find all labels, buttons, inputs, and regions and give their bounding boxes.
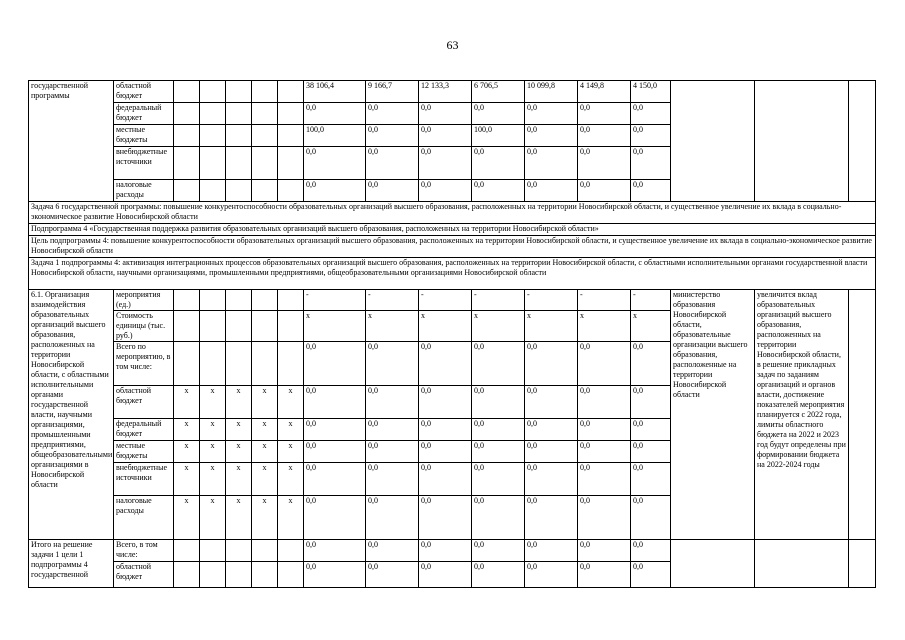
- value-cell: 0,0: [631, 463, 671, 496]
- empty-cell: [849, 540, 876, 588]
- value-cell: 0,0: [578, 441, 631, 463]
- code-cell: [252, 290, 278, 311]
- code-cell: [226, 290, 252, 311]
- code-cell: x: [252, 496, 278, 540]
- empty-cell: [849, 81, 876, 202]
- value-cell: 4 149,8: [578, 81, 631, 103]
- value-cell: 0,0: [419, 386, 472, 419]
- code-cell: [278, 562, 304, 588]
- section-heading: Цель подпрограммы 4: повышение конкурентоспособности образовательных организаций высшего образования, расположенных на территории Новосибирской области, и существенное увеличение их вклада в социально-экономическое развитие Новосибирской области: [29, 236, 876, 258]
- value-cell: 0,0: [304, 103, 366, 125]
- value-cell: 0,0: [578, 147, 631, 180]
- table-row: [29, 224, 876, 236]
- value-cell: -: [472, 290, 525, 311]
- value-cell: x: [525, 311, 578, 342]
- code-cell: [252, 540, 278, 562]
- value-cell: 0,0: [525, 342, 578, 386]
- value-cell: 38 106,4: [304, 81, 366, 103]
- result-cell: увеличится вклад образовательных организаций высшего образования, расположенных на территории Новосибирской области, в решение прикладных задач по заданиям организаций и органов власти, достижение показателей мероприятия планируется с 2022 года, лимиты областного бюджета на 2022 и 2023 год будут определены при формировании бюджета на 2022-2024 годы: [755, 290, 849, 540]
- source-label: областной бюджет: [114, 81, 174, 103]
- source-label: налоговые расходы: [114, 496, 174, 540]
- empty-cell: [849, 290, 876, 540]
- value-cell: 0,0: [525, 562, 578, 588]
- value-cell: 0,0: [578, 342, 631, 386]
- code-cell: [278, 290, 304, 311]
- code-cell: [278, 540, 304, 562]
- value-cell: 0,0: [525, 386, 578, 419]
- value-cell: 0,0: [419, 125, 472, 147]
- code-cell: x: [200, 386, 226, 419]
- value-cell: 0,0: [525, 419, 578, 441]
- source-label: внебюджетные источники: [114, 463, 174, 496]
- value-cell: 0,0: [419, 441, 472, 463]
- value-cell: 0,0: [525, 496, 578, 540]
- code-cell: [174, 103, 200, 125]
- value-cell: 0,0: [366, 147, 419, 180]
- value-cell: 100,0: [304, 125, 366, 147]
- code-cell: [226, 81, 252, 103]
- code-cell: x: [278, 441, 304, 463]
- value-cell: -: [525, 290, 578, 311]
- code-cell: x: [252, 441, 278, 463]
- value-cell: 0,0: [366, 103, 419, 125]
- value-cell: 0,0: [366, 125, 419, 147]
- code-cell: [200, 562, 226, 588]
- value-cell: 0,0: [366, 386, 419, 419]
- code-cell: [226, 125, 252, 147]
- code-cell: x: [226, 386, 252, 419]
- value-cell: 0,0: [304, 419, 366, 441]
- value-cell: x: [304, 311, 366, 342]
- value-cell: 0,0: [578, 419, 631, 441]
- value-cell: 0,0: [419, 540, 472, 562]
- table-row: [29, 236, 876, 258]
- value-cell: 0,0: [631, 562, 671, 588]
- value-cell: 0,0: [472, 496, 525, 540]
- value-cell: 0,0: [525, 125, 578, 147]
- source-label: местные бюджеты: [114, 441, 174, 463]
- value-cell: 0,0: [631, 125, 671, 147]
- code-cell: x: [278, 419, 304, 441]
- code-cell: x: [174, 386, 200, 419]
- executor-cell: министерство образования Новосибирской области, образовательные организации высшего образования, расположенные на территории Новосибирской области: [671, 290, 755, 540]
- value-cell: 0,0: [304, 342, 366, 386]
- section-heading: Подпрограмма 4 «Государственная поддержка развития образовательных организаций высшего образования, расположенных на территории Новосибирской области»: [29, 224, 876, 236]
- source-label: Всего, в том числе:: [114, 540, 174, 562]
- section-heading: Задача 6 государственной программы: повышение конкурентоспособности образовательных организаций высшего образования, расположенных на территории Новосибирской области, и существенное увеличение их вклада в социально-экономическое развитие Новосибирской области: [29, 202, 876, 224]
- code-cell: x: [278, 496, 304, 540]
- code-cell: [200, 147, 226, 180]
- program-table: [28, 80, 876, 588]
- code-cell: x: [226, 441, 252, 463]
- executor-cell: [671, 81, 755, 202]
- source-label: налоговые расходы: [114, 180, 174, 202]
- value-cell: 0,0: [578, 562, 631, 588]
- code-cell: [174, 180, 200, 202]
- code-cell: [200, 311, 226, 342]
- value-cell: 0,0: [304, 562, 366, 588]
- source-label: мероприятия (ед.): [114, 290, 174, 311]
- code-cell: x: [200, 441, 226, 463]
- value-cell: 0,0: [419, 342, 472, 386]
- code-cell: x: [226, 496, 252, 540]
- code-cell: [278, 180, 304, 202]
- value-cell: 0,0: [419, 463, 472, 496]
- value-cell: 0,0: [419, 419, 472, 441]
- code-cell: x: [174, 463, 200, 496]
- value-cell: 0,0: [525, 180, 578, 202]
- code-cell: [226, 147, 252, 180]
- source-label: внебюджетные источники: [114, 147, 174, 180]
- table-row: [29, 290, 876, 311]
- value-cell: 0,0: [366, 180, 419, 202]
- value-cell: 0,0: [525, 147, 578, 180]
- value-cell: 0,0: [578, 496, 631, 540]
- value-cell: 0,0: [304, 441, 366, 463]
- value-cell: -: [419, 290, 472, 311]
- code-cell: [174, 540, 200, 562]
- table-row: [29, 540, 876, 562]
- value-cell: -: [578, 290, 631, 311]
- value-cell: 0,0: [472, 103, 525, 125]
- code-cell: [252, 311, 278, 342]
- code-cell: [200, 180, 226, 202]
- source-label: областной бюджет: [114, 386, 174, 419]
- value-cell: 0,0: [366, 441, 419, 463]
- value-cell: 0,0: [578, 180, 631, 202]
- source-label: федеральный бюджет: [114, 419, 174, 441]
- executor-cell: [671, 540, 755, 588]
- table-row: [29, 258, 876, 290]
- value-cell: 6 706,5: [472, 81, 525, 103]
- value-cell: 0,0: [525, 540, 578, 562]
- code-cell: [278, 342, 304, 386]
- value-cell: 0,0: [472, 562, 525, 588]
- code-cell: [252, 562, 278, 588]
- value-cell: 0,0: [304, 540, 366, 562]
- code-cell: x: [278, 463, 304, 496]
- source-label: местные бюджеты: [114, 125, 174, 147]
- code-cell: x: [252, 463, 278, 496]
- code-cell: x: [252, 419, 278, 441]
- value-cell: 9 166,7: [366, 81, 419, 103]
- value-cell: x: [631, 311, 671, 342]
- value-cell: 0,0: [304, 496, 366, 540]
- code-cell: x: [278, 386, 304, 419]
- value-cell: 0,0: [525, 463, 578, 496]
- code-cell: [226, 311, 252, 342]
- code-cell: [174, 290, 200, 311]
- code-cell: [174, 81, 200, 103]
- value-cell: x: [419, 311, 472, 342]
- value-cell: 0,0: [578, 463, 631, 496]
- value-cell: 0,0: [472, 463, 525, 496]
- value-cell: 0,0: [304, 463, 366, 496]
- code-cell: [174, 147, 200, 180]
- value-cell: 0,0: [472, 180, 525, 202]
- code-cell: [174, 342, 200, 386]
- code-cell: [252, 81, 278, 103]
- value-cell: 0,0: [578, 540, 631, 562]
- code-cell: [252, 180, 278, 202]
- value-cell: 0,0: [631, 180, 671, 202]
- value-cell: x: [578, 311, 631, 342]
- value-cell: 0,0: [419, 103, 472, 125]
- source-label: федеральный бюджет: [114, 103, 174, 125]
- code-cell: x: [174, 496, 200, 540]
- code-cell: [278, 311, 304, 342]
- value-cell: 0,0: [472, 441, 525, 463]
- code-cell: [200, 540, 226, 562]
- code-cell: [200, 81, 226, 103]
- code-cell: [200, 125, 226, 147]
- code-cell: [278, 81, 304, 103]
- value-cell: 0,0: [366, 540, 419, 562]
- code-cell: [174, 125, 200, 147]
- value-cell: 0,0: [366, 342, 419, 386]
- measure-name: государственной программы: [29, 81, 114, 202]
- code-cell: [200, 342, 226, 386]
- page-number: 63: [446, 38, 459, 52]
- code-cell: [278, 147, 304, 180]
- value-cell: 0,0: [472, 419, 525, 441]
- value-cell: 0,0: [366, 562, 419, 588]
- value-cell: 0,0: [472, 386, 525, 419]
- value-cell: 0,0: [472, 342, 525, 386]
- source-label: областной бюджет: [114, 562, 174, 588]
- value-cell: 0,0: [578, 125, 631, 147]
- value-cell: 0,0: [578, 386, 631, 419]
- value-cell: 0,0: [631, 342, 671, 386]
- value-cell: 0,0: [578, 103, 631, 125]
- value-cell: 0,0: [631, 103, 671, 125]
- value-cell: x: [366, 311, 419, 342]
- value-cell: 0,0: [631, 496, 671, 540]
- code-cell: [226, 103, 252, 125]
- code-cell: [252, 125, 278, 147]
- value-cell: 0,0: [366, 496, 419, 540]
- value-cell: -: [304, 290, 366, 311]
- code-cell: [174, 562, 200, 588]
- code-cell: [278, 103, 304, 125]
- value-cell: 0,0: [419, 180, 472, 202]
- value-cell: 10 099,8: [525, 81, 578, 103]
- value-cell: 0,0: [631, 386, 671, 419]
- value-cell: 0,0: [631, 419, 671, 441]
- code-cell: [226, 540, 252, 562]
- value-cell: 0,0: [366, 419, 419, 441]
- code-cell: [252, 342, 278, 386]
- source-label: Всего по мероприятию, в том числе:: [114, 342, 174, 386]
- code-cell: [226, 562, 252, 588]
- section-heading: Задача 1 подпрограммы 4: активизация интеграционных процессов образовательных организаций высшего образования, расположенных на территории Новосибирской области, с областными исполнительными органами государственной власти Новосибирской области, научными организациями, промышленными предприятиями, общеобразовательными организациями Новосибирской области: [29, 258, 876, 290]
- code-cell: x: [174, 419, 200, 441]
- value-cell: 0,0: [525, 103, 578, 125]
- code-cell: x: [174, 441, 200, 463]
- code-cell: x: [226, 419, 252, 441]
- source-label: Стоимость единицы (тыс. руб.): [114, 311, 174, 342]
- value-cell: 0,0: [525, 441, 578, 463]
- value-cell: 0,0: [419, 496, 472, 540]
- code-cell: x: [200, 419, 226, 441]
- value-cell: -: [631, 290, 671, 311]
- value-cell: 0,0: [419, 562, 472, 588]
- code-cell: [200, 103, 226, 125]
- value-cell: 0,0: [366, 463, 419, 496]
- value-cell: 100,0: [472, 125, 525, 147]
- code-cell: x: [226, 463, 252, 496]
- value-cell: 12 133,3: [419, 81, 472, 103]
- table-row: [29, 81, 876, 103]
- code-cell: [226, 180, 252, 202]
- value-cell: 0,0: [304, 147, 366, 180]
- code-cell: [252, 147, 278, 180]
- value-cell: 0,0: [304, 180, 366, 202]
- code-cell: [278, 125, 304, 147]
- code-cell: x: [200, 463, 226, 496]
- value-cell: 0,0: [419, 147, 472, 180]
- result-cell: [755, 81, 849, 202]
- value-cell: 0,0: [472, 147, 525, 180]
- code-cell: [252, 103, 278, 125]
- value-cell: 4 150,0: [631, 81, 671, 103]
- code-cell: [200, 290, 226, 311]
- code-cell: x: [200, 496, 226, 540]
- value-cell: 0,0: [631, 441, 671, 463]
- value-cell: -: [366, 290, 419, 311]
- code-cell: x: [252, 386, 278, 419]
- value-cell: 0,0: [304, 386, 366, 419]
- table-row: [29, 202, 876, 224]
- measure-name: Итого на решение задачи 1 цели 1 подпрограммы 4 государственной: [29, 540, 114, 588]
- value-cell: 0,0: [472, 540, 525, 562]
- code-cell: [226, 342, 252, 386]
- value-cell: 0,0: [631, 540, 671, 562]
- code-cell: [174, 311, 200, 342]
- measure-name: 6.1. Организация взаимодействия образовательных организаций высшего образования, расположенных на территории Новосибирской области, с областными исполнительными органами государственной власти, научными организациями, промышленными предприятиями, общеобразовательными организациями в Новосибирской области: [29, 290, 114, 540]
- value-cell: 0,0: [631, 147, 671, 180]
- result-cell: [755, 540, 849, 588]
- value-cell: x: [472, 311, 525, 342]
